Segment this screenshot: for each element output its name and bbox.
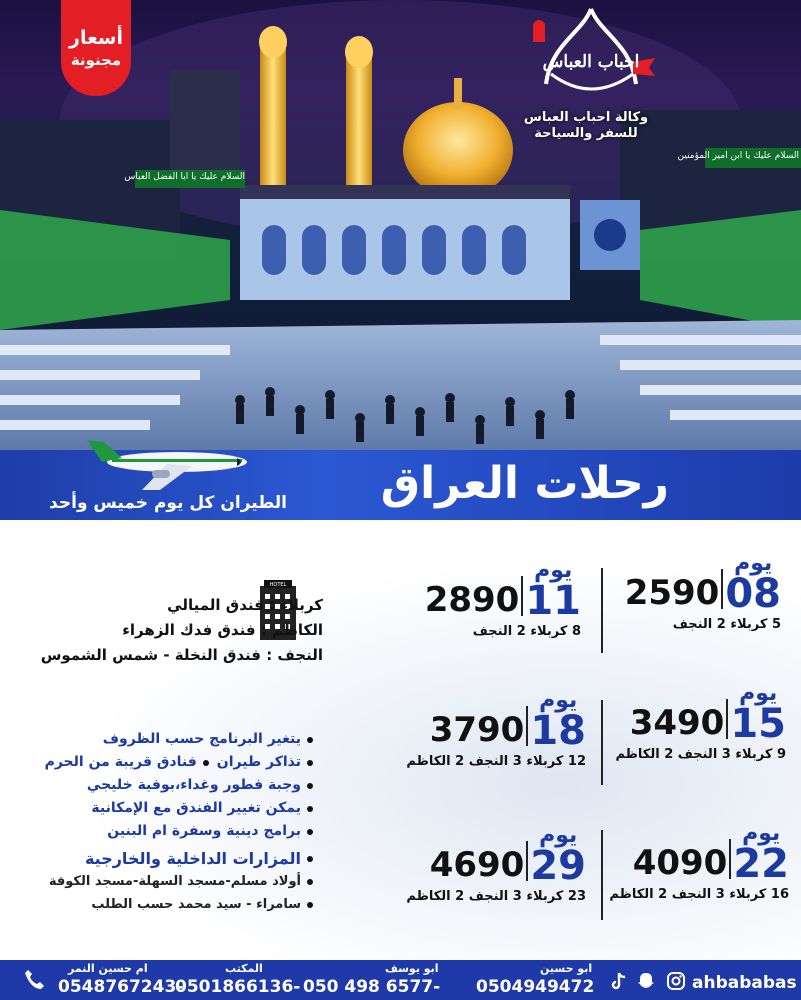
sign-left: السلام عليك يا ابا الفضل العباس xyxy=(124,172,245,182)
separator xyxy=(526,841,528,881)
visits-title: المزارات الداخلية والخارجية xyxy=(0,847,313,870)
days-count: 18 xyxy=(530,708,586,754)
hotels-list xyxy=(41,593,323,668)
feature-item: برامج دينية وسفرة ام البنين xyxy=(0,820,313,843)
bullet-icon xyxy=(307,737,313,743)
crazy-prices-badge xyxy=(61,0,131,96)
day-label: يوم xyxy=(734,551,773,576)
bullet-icon xyxy=(307,783,313,789)
badge-line2: مجنونة xyxy=(70,51,122,69)
features-list xyxy=(0,728,313,916)
bullet-icon xyxy=(203,760,209,766)
separator xyxy=(726,699,728,739)
divider xyxy=(601,568,603,653)
contact-name: ام حسين النمر xyxy=(68,962,148,975)
contact-number[interactable]: 0501866136- xyxy=(175,977,301,997)
route: 9 كربلاء 3 النجف 2 الكاظم xyxy=(615,747,786,762)
days-count: 29 xyxy=(530,843,586,889)
separator xyxy=(526,706,528,746)
feature-item: يتغير البرنامج حسب الظروف xyxy=(0,728,313,751)
bullet-icon xyxy=(307,806,313,812)
bullet-icon xyxy=(307,760,313,766)
package-card xyxy=(425,560,581,639)
package-card xyxy=(609,823,789,902)
bullet-icon xyxy=(307,856,313,862)
visit-item: أولاد مسلم-مسجد السهلة-مسجد الكوفة xyxy=(0,870,313,893)
page-title: رحلات العراق xyxy=(380,458,669,509)
contact-name: المكتب xyxy=(225,962,263,975)
package-card xyxy=(615,683,786,762)
tiktok-icon[interactable] xyxy=(610,972,628,992)
contact-name: ابو حسين xyxy=(540,962,593,975)
contact-name: ابو يوسف xyxy=(385,962,439,975)
hotel-kadhim: الكاظم : فندق فدك الزهراء xyxy=(122,621,323,639)
badge-line1: أسعار xyxy=(69,27,123,49)
airplane-icon xyxy=(82,438,247,493)
bullet-icon xyxy=(307,879,313,885)
instagram-icon[interactable] xyxy=(666,971,686,991)
days-count: 15 xyxy=(730,701,786,747)
sign-right: السلام عليك يا ابن امير المؤمنين xyxy=(677,151,799,161)
flight-days: الطيران كل يوم خميس وأحد xyxy=(49,493,287,513)
days-count: 22 xyxy=(733,841,789,887)
day-label: يوم xyxy=(742,821,781,846)
social-handle[interactable]: ahbababas xyxy=(692,973,797,993)
bullet-icon xyxy=(307,902,313,908)
logo-text: احباب العباس xyxy=(542,52,640,72)
day-label: يوم xyxy=(739,681,778,706)
price: 2890 xyxy=(424,580,520,620)
price: 3790 xyxy=(429,710,525,750)
snapchat-icon[interactable] xyxy=(636,971,656,991)
hotel-karbala: كربلاء : فندق الميالي xyxy=(167,596,323,614)
price: 4690 xyxy=(429,845,525,885)
separator xyxy=(721,569,723,609)
day-label: يوم xyxy=(539,688,578,713)
route: 12 كربلاء 3 النجف 2 الكاظم xyxy=(406,754,586,769)
hotel-icon-label: HOTEL xyxy=(269,582,287,588)
route: 5 كربلاء 2 النجف xyxy=(672,617,781,632)
contact-number[interactable]: 0504949472 xyxy=(476,977,595,997)
agency-line1: وكالة احباب العباس xyxy=(523,110,649,125)
feature-item: يمكن تغيير الفندق مع الإمكانية xyxy=(0,797,313,820)
phone-icon xyxy=(22,968,46,992)
price: 4090 xyxy=(632,843,728,883)
package-card xyxy=(406,690,586,769)
route: 16 كربلاء 3 النجف 2 الكاظم xyxy=(609,887,789,902)
visit-item: سامراء - سيد محمد حسب الطلب xyxy=(0,893,313,916)
agency-line2: للسفر والسياحة xyxy=(534,126,638,141)
day-label: يوم xyxy=(534,558,573,583)
contact-number[interactable]: 0548767243- xyxy=(58,977,184,997)
divider xyxy=(601,700,603,785)
separator xyxy=(729,839,731,879)
route: 23 كربلاء 3 النجف 2 الكاظم xyxy=(406,889,586,904)
route: 8 كربلاء 2 النجف xyxy=(472,624,581,639)
divider xyxy=(601,830,603,920)
package-card xyxy=(406,825,586,904)
feature-item: تذاكر طيران فنادق قريبة من الحرم xyxy=(0,751,313,774)
contact-number[interactable]: 050 498 6577- xyxy=(303,977,441,997)
days-count: 11 xyxy=(525,578,581,624)
days-count: 08 xyxy=(725,571,781,617)
separator xyxy=(521,576,523,616)
price: 3490 xyxy=(629,703,725,743)
package-card xyxy=(625,553,781,632)
hotel-najaf: النجف : فندق النخلة - شمس الشموس xyxy=(40,646,323,664)
day-label: يوم xyxy=(539,823,578,848)
agency-name xyxy=(516,110,656,142)
price: 2590 xyxy=(624,573,720,613)
bullet-icon xyxy=(307,829,313,835)
feature-item: وجبة فطور وغداء،بوفية خليجي xyxy=(0,774,313,797)
